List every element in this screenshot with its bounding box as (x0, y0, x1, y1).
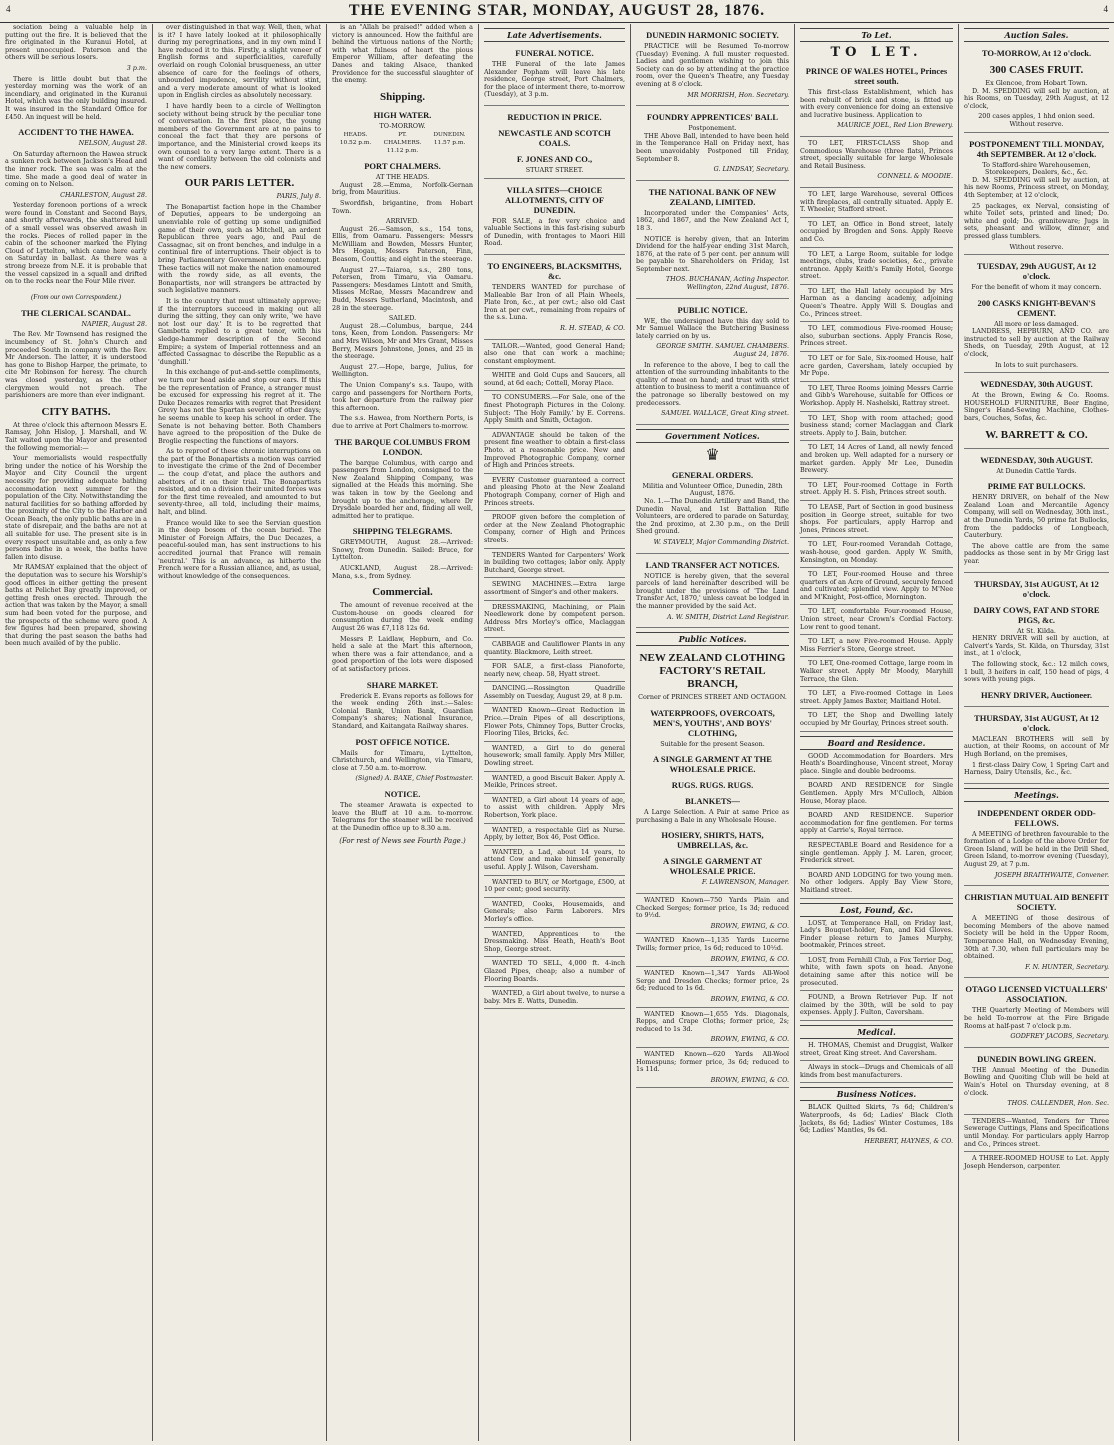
classified-ad: SEWING MACHINES.—Extra large assortment of Singer's and other makers. (484, 581, 625, 600)
tide-heading: PT. CHALMERS. (383, 132, 422, 146)
classified-ad: TO LET, Four-roomed Verandah Cottage, wash-house, good garden. Apply W. Smith, Kensington, on Monday. (800, 541, 953, 568)
section-late-advertisements: Late Advertisements. (484, 28, 625, 42)
ad-heading: FOUNDRY APPRENTICES' BALL (646, 112, 779, 123)
shipping-entry: August 28.—Columbus, barque, 244 tons, Keen, from London. Passengers: Mr and Mrs Wilson, Mr and Mrs Grant, Misses Berry, Messrs Johnstone, Jones, and 25 in the steerage. (332, 321, 473, 361)
section-board-and-residence: Board and Residence. (800, 736, 953, 750)
ad-text: The above cattle are from the same paddocks as those sent in by Mr Grigg last year. (964, 541, 1109, 565)
article-text: The Union Company's s.s. Taupo, with cargo and passengers for Northern Ports, took her departure from the railway pier this afternoon. (332, 380, 473, 412)
ad-heading: VILLA SITES—CHOICE ALLOTMENTS, CITY OF DUNEDIN. (504, 184, 605, 215)
ad-heading: REDUCTION IN PRICE. (507, 111, 602, 122)
subheading: ARRIVED. (386, 217, 419, 226)
ad-heading: 200 CASKS KNIGHT-BEVAN'S CEMENT. (977, 297, 1096, 318)
ad-heading: INDEPENDENT ORDER ODD-FELLOWS. (977, 807, 1096, 828)
classified-ad: WANTED, a Girl about 14 years of age, to assist with children. Apply Mrs Robertson, York place. (484, 797, 625, 824)
classified-ad: FOR SALE, a first-class Pianoforte, nearly new, cheap. 58, Hyatt street. (484, 663, 625, 682)
advertisement (964, 579, 1109, 707)
ad-text: THE Above Ball, intended to have been held in the Temperance Hall on Friday next, has been unavoidably Postponed till Friday, September 8. (636, 131, 789, 163)
ad-text: LANDRESS, HEPBURN, AND CO. are instructed to sell by auction at the Railway Sheds, on Tuesday, 29th August, at 12 o'clock, (964, 327, 1109, 359)
article-text: There is little doubt but that the yesterday morning was the work of an incendiary, and originated in the Kuranui Hotel, which was the only building insured. It was insured in the Standard Office for £450. An inquest will be held. (5, 74, 147, 121)
advertisement (964, 48, 1109, 133)
section-government-notices: Government Notices. (636, 429, 789, 443)
ad-text: Postponement. (688, 124, 737, 133)
classified-ad: TO LET, Three Rooms joining Messrs Carrie and Gibb's Warehouse, suitable for Offices or Workshop. Apply H. Nashelski, Rattray street. (800, 385, 953, 412)
ad-text: Without reserve. (1009, 119, 1064, 128)
signature: CONNELL & MOODIE. (877, 172, 953, 181)
article-text: It is the country that must ultimately approve; if the interruptors succeed in making out all during the sitting, they can only write, 'we have not lost our day.' It is to be regretted that Gambetta replied to a great tenor, with his sledge-hammer description of the Second Empire; a system of Imperial rottenness and an affected Cassagnac to describe the Republic as a 'dunghill.' (158, 297, 321, 366)
classified-ad: TENDERS—Wanted, Tenders for Three Sewerage Cuttings, Plans and Specifications until Monday. For particulars apply Harrop and Co., Princes street. (964, 1118, 1109, 1152)
ad-heading: A SINGLE GARMENT AT WHOLESALE PRICE. (662, 856, 763, 877)
classified-ad: EVERY Customer guaranteed a correct and pleasing Photo at the New Zealand Photograph Company, corner of High and Princes streets. (484, 477, 625, 511)
advertisement (800, 140, 953, 188)
classified-ad: TO LET, the Hall lately occupied by Mrs Harman as a dancing academy, adjoining Queen's Theatre. Apply Will S. Douglas and Co., Princes street. (800, 288, 953, 322)
shipping-entry: Swordfish, brigantine, from Hobart Town. (332, 198, 473, 215)
ad-text: D. M. SPEDDING will sell by auction, at his Rooms, on Tuesday, 29th August, at 12 o'clock, (964, 86, 1109, 110)
classified-ad: TO LET, comfortable Four-roomed House, Union street, near Crown's Cordial Factory. Low rent to good tenant. (800, 608, 953, 635)
signature: BROWN, EWING, & CO. (636, 956, 789, 968)
ad-text: THE Quarterly Meeting of Members will be held To-morrow at the Fire Brigade Rooms at half-past 7 o'clock p.m. (964, 1006, 1109, 1030)
ad-heading: THURSDAY, 31st AUGUST, At 12 o'clock. (974, 578, 1099, 599)
article-text: Yesterday forenoon portions of a wreck were found in Constant and Second Bays, and shortly afterwards, the shattered hull of a small vessel was observed awash in the rocks. Pieces of rolled paper in the cabin of the schooner marked the Flying Cloud of Lyttelton, which came here early on Saturday in ballast. As there was a strong breeze from N.E. it is probable that the vessel capsized in a squall and drifted on to the rocks near the Four Mile river. (5, 201, 147, 286)
masthead (0, 0, 1114, 23)
classified-ad: TO LET, commodious Five-roomed House; also, suburban sections. Apply Francis Rose, Princes street. (800, 325, 953, 352)
dateline: CHARLESTON, August 28. (60, 190, 147, 199)
tide-heading: HEADS. (343, 132, 368, 139)
ad-heading: HENRY DRIVER, Auctioneer. (981, 689, 1092, 700)
ad-heading: DAIRY COWS, FAT AND STORE PIGS, &c. (973, 604, 1100, 625)
ad-text: Ex Glencoe, from Hobart Town. (985, 79, 1088, 87)
section-auction-sales: Auction Sales. (964, 28, 1109, 42)
classified-ad: FOUND, a Brown Retriever Pup. If not claimed by the 30th, will be sold to pay expenses. Apply J. Fulton, Caversham. (800, 994, 953, 1021)
classified-ad: TAILOR.—Wanted, good General Hand; also one that can work a machine; constant employment. (484, 343, 625, 370)
section-medical: Medical. (800, 1025, 953, 1039)
classified-ad: TO LET, the Shop and Dwelling lately occupied by Mr Gourlay, Princes street south. (800, 712, 953, 731)
ad-text: TO LET, FIRST-CLASS Shop and Commodious Warehouse (three flats), Princes street, specially suitable for large Wholesale and Retail Business. (800, 138, 953, 170)
classified-ad: BLACK Quilted Skirts, 7s 6d; Children's Waterproofs, 4s 6d; Ladies' Black Cloth Jackets, 8s 6d; Ladies' Winter Costumes, 18s 6d; Ladies' Mantles, 9s 6d. (800, 1103, 953, 1135)
advertisement (964, 713, 1109, 784)
signature: R. H. STEAD, & CO. (560, 323, 625, 332)
ad-heading: TO-MORROW, At 12 o'clock. (981, 48, 1092, 58)
ad-heading: FUNERAL NOTICE. (515, 48, 594, 58)
article-text: As to reproof of these chronic interruptions on the part of the Bonapartists a motion was carried to investigate the crime of the 2nd of December — the coup d'etat, and place the authors and abettors of it on their trial. The Bonapartists resisted, and on a division their united forces was for the first time revealed, and amounted to but seventy-three, all told, including their maims, halt, and blind. (158, 447, 321, 517)
advertisement-clothing-factory (636, 652, 789, 894)
ad-heading: THURSDAY, 31st AUGUST, At 12 o'clock. (974, 712, 1099, 733)
signature: THOS. CALLENDER, Hon. Sec. (1007, 1099, 1109, 1108)
column-3 (326, 24, 478, 1441)
headline-share-market: SHARE MARKET. (366, 679, 439, 690)
tide-time: 10.52 p.m. (339, 139, 372, 146)
classified-ad: WANTED Known—1,135 Yards Lucerne Twills; former price, 1s 6d; reduced to 10½d. (636, 936, 789, 953)
article-text: The amount of revenue received at the Custom-house on goods cleared for consumption during the week ending August 26 was £7,118 12s 6d. (332, 601, 473, 633)
ad-heading: W. BARRETT & CO. (985, 428, 1088, 441)
ad-text: For the benefit of whom it may concern. (971, 283, 1102, 292)
ad-heading: DUNEDIN BOWLING GREEN. (977, 1053, 1096, 1064)
signature: (Signed) A. BAXE, Chief Postmaster. (355, 774, 473, 783)
page-number-right: 4 (1103, 4, 1108, 14)
ad-heading: 300 CASES FRUIT. (989, 64, 1084, 76)
ad-text: The following stock, &c.: 12 milch cows, 1 bull, 3 heifers in calf, 150 head of pigs, 4 sows with young pigs. (964, 659, 1109, 684)
classified-ad: WANTED, a Lad, about 14 years, to attend Cow and make himself generally useful. Apply J. Wilson, Caversham. (484, 849, 625, 876)
ad-heading: CHRISTIAN MUTUAL AID BENEFIT SOCIETY. (964, 892, 1109, 913)
section-business-notices: Business Notices. (800, 1087, 953, 1101)
article-text: is an "Allah be praised!" added when a victory is announced. How the faithful are behind the virtuous nations of the North; with what fulness of heart the pious Emperor William, after defeating the Danes and taking Alsace, thanked Providence for the successful slaughter of the enemy. (332, 24, 473, 85)
article-text: I have hardly been to a circle of Wellington society without being struck by the peculiar tone of conversation. In the first place, the young members of the Government are at no pains to conceal the fact that they are persons of importance, and the Ministerial crowd keeps its own counsel to a very large extent. There is a want of cordiality between the old colonists and the new comers. (158, 101, 321, 171)
ad-text: WE, the undersigned have this day sold to Mr Samuel Wallace the Butchering Business lately carried on by us. (636, 316, 789, 340)
ad-text: In reference to the above, I beg to call the attention of the surrounding inhabitants to the quality of meat on hand; and trust with strict attention to business to merit a continuance of the patronage so liberally bestowed on my predecessors. (636, 360, 789, 407)
classified-ad: TO LET, Shop with room attached; good business stand; corner Maclaggan and Clark streets. Apply to J. Bain, butcher. (800, 415, 953, 442)
dateline: PARIS, July 8. (276, 192, 321, 201)
article-text: The steamer Arawata is expected to leave the Bluff at 10 a.m. to-morrow. Telegrams for the steamer will be received at the Dunedin office up to 8.30 a.m. (332, 800, 473, 832)
signature: G. LINDSAY, Secretary. (713, 165, 789, 174)
column-6 (794, 24, 958, 1441)
dateline: 3 p.m. (126, 63, 147, 72)
classified-ad: WANTED, a respectable Girl as Nurse. Apply, by letter, Box 46, Post Office. (484, 827, 625, 846)
article-text: sociation being a valuable help in putting out the fire. It is believed that the fire originated in the Kuranui Hotel, at present unoccupied. Paterson and the others will be serious losers. (5, 24, 147, 62)
correspondent-note: (From our own Correspondent.) (30, 292, 122, 301)
advertisement (484, 185, 625, 255)
headline-paris-letter: OUR PARIS LETTER. (184, 177, 295, 190)
classified-ad: WANTED Known—750 Yards Plain and Checked Serges; former price, 1s 3d; reduced to 9½d. (636, 896, 789, 920)
ad-text: A MEETING of brethren favourable to the formation of a Lodge of the above Order for Green Island, will be held in the Drill Shed, Green Island, to-morrow evening (Tuesday), August 29, at 7 p.m. (964, 829, 1109, 869)
ad-text: Incorporated under the Companies' Acts, 1862, and 1867, and the New Zealand Act I, 18 3. (636, 208, 789, 232)
advertisement (964, 984, 1109, 1047)
port-chalmers-heading: PORT CHALMERS. (364, 161, 441, 172)
advertisement (636, 112, 789, 181)
ad-heading: LAND TRANSFER ACT NOTICES. (645, 559, 780, 570)
article-text: Your memorialists would respectfully bring under the notice of his Worship the Mayor and City Council the urgent necessity for providing adequate bathing accommodation next summer for the population of the City. Notwithstanding the natural facilities for so bathing afforded by the proximity of the City to the Harbor and Ocean Beach, the only public baths are in a state of disrepair, and the baths are not at all suitable for use. The present site is in every respect unsuitable and, as only a few persons bathe in a week, the baths have fallen into disuse. (5, 454, 147, 561)
classified-ad: TO LET, an Office in Bond street, lately occupied by Brogden and Sons. Apply Reeve and Co. (800, 221, 953, 248)
classified-ad: TO LET, Four-roomed Cottage in Forth street. Apply H. S. Fish, Princes street south. (800, 482, 953, 501)
signature: A. W. SMITH, District Land Registrar. (667, 612, 789, 621)
tide-time: 11.57 p.m. (433, 139, 466, 146)
column-2 (152, 24, 326, 1441)
ad-heading: RUGS. RUGS. RUGS. (671, 780, 754, 791)
article-text: Mails for Timaru, Lyttelton, Christchurch, and Wellington, via Timaru, close at 7.50 a.m. to-morrow. (332, 748, 473, 772)
signature: HERBERT, HAYNES, & CO. (864, 1136, 953, 1145)
footer-note: (For rest of News see Fourth Page.) (339, 837, 466, 846)
tide-label: TO-MORROW. (379, 121, 426, 130)
page-number-left: 4 (6, 4, 11, 14)
ad-text: THE Annual Meeting of the Dunedin Bowling and Quoiting Club will be held at Wain's Hotel on Thursday evening, at 8 o'clock. (964, 1065, 1109, 1097)
subheading: SAILED. (388, 314, 417, 323)
ad-text: Militia and Volunteer Office, Dunedin, 28th August, 1876. (642, 481, 783, 498)
advertisement (964, 261, 1109, 373)
classified-ad: DRESSMAKING, Machining, or Plain Needlework done by competent person. Address Mrs Morley's office, Maclaggan street. (484, 604, 625, 638)
advertisement (964, 455, 1109, 573)
ad-text: No. 1.—The Dunedin Artillery and Band, the Dunedin Naval, and 1st Battalion Rifle Volunteers, are ordered to parade on Saturday, the 2nd proximo, at 2.30 p.m., on the Drill Shed ground. (636, 496, 789, 536)
classified-ad: TO LET, a Five-roomed Cottage in Lees street. Apply James Baxter, Maitland Hotel. (800, 690, 953, 709)
classified-ad: WANTED, Cooks, Housemaids, and Generals; also Farm Laborers. Mrs Morley's office. (484, 901, 625, 928)
advertisement (636, 305, 789, 425)
column-4 (478, 24, 630, 1441)
signature: BROWN, EWING, & CO. (636, 996, 789, 1008)
newspaper-title: THE EVENING STAR, MONDAY, AUGUST 28, 1876. (348, 2, 766, 19)
section-shipping: Shipping. (380, 90, 425, 103)
shipping-entry: August 27.—Taiaroa, s.s., 280 tons, Petersen, from Timaru, via Oamaru. Passengers: Mesdames Lintott and Smith, Misses McRae, Messrs Macandrew and Budd, Messrs Sutherland, Macintosh, and 28 in the steerage. (332, 265, 473, 312)
classified-ad: WANTED to BUY, or Mortgage, £500, at 10 per cent; good security. (484, 879, 625, 898)
to-let-banner: TO LET. (830, 45, 923, 60)
signature: GODFREY JACOBS, Secretary. (1010, 1032, 1109, 1041)
classified-ad: TO LET, One-roomed Cottage, large room in Walker street. Apply Mr Moody, Maryhill Terrace, the Glen. (800, 660, 953, 687)
classified-ad: TO CONSUMERS.—For Sale, one of the finest Photograph Pictures in the Colony. Subject: 'The Holy Family.' by E. Correns. Apply Smith and Smith, Octagon. (484, 394, 625, 428)
ad-text: At Dunedin Cattle Yards. (996, 466, 1077, 475)
classified-ad: TO LET, a new Five-roomed House. Apply Miss Ferrier's Store, George street. (800, 638, 953, 657)
ad-heading: NEW ZEALAND CLOTHING FACTORY'S RETAIL BRANCH, (639, 652, 786, 691)
ad-heading: TO ENGINEERS, BLACKSMITHS, &c. (487, 260, 622, 281)
headline-city-baths: CITY BATHS. (41, 405, 111, 418)
ad-heading: OTAGO LICENSED VICTUALLERS' ASSOCIATION. (965, 984, 1108, 1005)
advertisement (636, 470, 789, 554)
signature: F. N. HUNTER, Secretary. (1025, 962, 1109, 971)
classified-ad: Always in stock—Drugs and Chemicals of all kinds from best manufacturers. (800, 1064, 953, 1083)
subheading: AT THE HEADS. (375, 173, 430, 182)
ad-heading: POSTPONEMENT TILL MONDAY, 4th SEPTEMBER. At 12 o'clock. (969, 138, 1104, 159)
ad-heading: WATERPROOFS, OVERCOATS, MEN'S, YOUTHS', AND BOYS' CLOTHING, (650, 707, 775, 738)
ad-heading: F. JONES AND CO., (516, 153, 593, 164)
section-to-let: To Let. (800, 28, 953, 42)
advertisement (964, 1054, 1109, 1115)
signature: BROWN, EWING, & CO. (636, 1036, 789, 1048)
classified-ad: LOST, at Temperance Hall, on Friday last, Lady's Bouquet-holder, Fan, and Kid Gloves. Finder please return to James Murphy, bootmaker, Princes street. (800, 920, 953, 954)
column-1 (0, 24, 152, 1441)
article-text: Frederick E. Evans reports as follows for the week ending 26th inst.:—Sales: Colonial Bank, Union Bank, Guardian Company's shares; National Insurance, Standard, and Kaitangata Railway shares. (332, 691, 473, 730)
high-water-heading: HIGH WATER. (373, 109, 432, 120)
classified-ad: ADVANTAGE should be taken of the present fine weather to obtain a first-class Photo. at a reasonable price. New and Improved Photographic Company, corner of High and Princes streets. (484, 432, 625, 474)
ad-text: PRACTICE will be Resumed To-morrow (Tuesday) Evening. A full muster requested. Ladies and gentlemen wishing to join this Society can do so by attending at the practice room, over the Queen's Theatre, any Tuesday evening at 8 o'clock. (636, 42, 789, 88)
classified-ad: WANTED, a good Biscuit Baker. Apply A. Meikle, Princes street. (484, 775, 625, 794)
ad-heading: WEDNESDAY, 30th AUGUST. (980, 379, 1093, 390)
advertisement (964, 892, 1109, 978)
classified-ad: WHITE and Gold Cups and Saucers, all sound, at 6d each; Cottell, Moray Place. (484, 372, 625, 391)
article-text: France would like to see the Servian question in the deep bosom of the ocean buried. The Minister of Foreign Affairs, the Duc Decazes, a peaceful-souled man, has sent instructions to his accredited journal that France will remain 'neutral.' This is an advance, as hitherto the French were for a Russian alliance, and, as usual, without knowledge of the consequences. (158, 518, 321, 580)
headline-post-office: POST OFFICE NOTICE. (355, 736, 450, 747)
ad-text: Suitable for the present Season. (660, 739, 765, 748)
section-lost-found: Lost, Found, &c. (800, 903, 953, 917)
section-public-notices: Public Notices. (636, 632, 789, 646)
classified-ad: TO LEASE, Part of Section in good business position in George street, suitable for two shops. For particulars, apply Harrop and Jones, Princes street. (800, 504, 953, 538)
classified-ad: CABBAGE and Cauliflower Plants in any quantity. Blackmore, Leith street. (484, 641, 625, 660)
ad-text: To Stafford-shire Warehousemen, Storekeepers, Dealers, &c., &c. (982, 160, 1091, 177)
classified-ad: BOARD AND RESIDENCE. Superior accommodation for fine gentlemen. For terms apply at Carrie's, Royal terrace. (800, 812, 953, 839)
ad-heading: GENERAL ORDERS. (671, 469, 754, 480)
tide-table (332, 132, 473, 155)
advertisement (636, 187, 789, 299)
ad-text: In lots to suit purchasers. (994, 360, 1079, 369)
headline-columbus: THE BARQUE COLUMBUS FROM LONDON. (334, 436, 471, 457)
article-text: On Saturday afternoon the Hawea struck a sunken rock between Jackson's Head and the inner rock. The sea was calm at the time. She made a good deal of water in coming on to Nelson. (5, 149, 147, 189)
signature: MAURICE JOEL, Red Lion Brewery. (837, 121, 953, 130)
classified-ad: TENDERS Wanted for Carpenters' Work in building two cottages; labor only. Apply Butchard, George street. (484, 552, 625, 579)
signature: JOSEPH BRAITHWAITE, Convener. (994, 870, 1109, 879)
classified-ad: BOARD AND RESIDENCE for Single Gentlemen. Apply Mrs M'Culloch, Albion House, Moray place. (800, 782, 953, 809)
advertisement (484, 48, 625, 106)
advertisement (636, 560, 789, 629)
article-text: Mr RAMSAY explained that the object of the deputation was to secure his Worship's good offices in either getting the present baths at Pelichet Bay greatly improved, or getting fresh ones erected. Through the action that was taken by the Mayor, a small sum had been voted for the purpose, and the prospects of the scheme were good. A few figures had been prepared, showing that during the past season the baths had been much availed of by the public. (5, 563, 147, 648)
ad-heading: DUNEDIN HARMONIC SOCIETY. (646, 30, 779, 40)
advertisement (800, 66, 953, 137)
signature: F. LAWRENSON, Manager. (701, 878, 789, 887)
classified-ad: WANTED, a Girl to do general housework; small family. Apply Mrs Miller, Dowling street. (484, 745, 625, 772)
article-text: GREYMOUTH, August 28.—Arrived: Snowy, from Dunedin. Sailed: Bruce, for Lyttelton. (332, 538, 473, 562)
ad-text: HENRY DRIVER will sell by auction, at Calvert's Yards, St. Kilda, on Thursday, 31st inst., at 1 o'clock, (964, 634, 1109, 658)
dateline: NELSON, August 28. (78, 139, 147, 148)
ad-heading: TUESDAY, 29th AUGUST, At 12 o'clock. (976, 261, 1097, 282)
advertisement (964, 139, 1109, 256)
classified-ad: A THREE-ROOMED HOUSE to Let. Apply Joseph Henderson, carpenter. (964, 1154, 1109, 1170)
ad-text: All more or less damaged. (994, 319, 1079, 328)
shipping-entry: August 26.—Samson, s.s., 154 tons, Ellis, from Oamaru. Passengers: Messrs McWilliam and Bowden, Messrs Hunter, Mrs Hogan, Messrs Paterson, Finn, Beasom, Couttis; and eight in the steerage. (332, 224, 473, 264)
classified-ad: GOOD Accommodation for Boarders. Mrs Heath's Boardinghouse, Vincent street, Moray place. Single and double bedrooms. (800, 753, 953, 780)
shipping-entry: August 27.—Hope, barge, Julius, for Wellington. (332, 362, 473, 379)
ad-heading: PUBLIC NOTICE. (677, 304, 748, 315)
classified-ad: WANTED TO SELL, 4,000 ft. 4-inch Glazed Pipes, cheap; also a number of Flooring Boards. (484, 960, 625, 987)
ad-heading: HOSIERY, SHIRTS, HATS, UMBRELLAS, &c. (661, 830, 764, 851)
crown-emblem-icon: ♛ (705, 444, 720, 464)
classified-ad: RESPECTABLE Board and Residence for a single gentleman. Apply J. M. Laren, grocer, Frederick street. (800, 842, 953, 869)
signature: MR MORRISH, Hon. Secretary. (687, 90, 789, 99)
ad-text: Corner of PRINCES STREET AND OCTAGON. (638, 693, 787, 702)
signature: GEORGE SMITH. SAMUEL CHAMBERS. August 24, 1876. (656, 342, 789, 359)
advertisement (964, 379, 1109, 448)
ad-heading: A SINGLE GARMENT AT THE WHOLESALE PRICE. (653, 754, 772, 775)
classified-ad: TO LET, a Large Room, suitable for lodge meetings, clubs, trade societies, &c., private entrance. Apply Keith's Family Hotel, George street. (800, 251, 953, 285)
ad-heading: WEDNESDAY, 30th AUGUST. (980, 454, 1093, 465)
classified-ad: TO LET or for Sale, Six-roomed House, half acre garden, Caversham, lately occupied by Mr Pope. (800, 355, 953, 382)
classified-ad: TO LET, 14 Acres of Land, all newly fenced and broken up. Well adapted for a nursery or market garden. Apply Mr Lee, Dunedin Brewery. (800, 444, 953, 478)
ad-text: MACLEAN BROTHERS will sell by auction, at their Rooms, on account of Mr Hugh Borland, on the premises, (964, 734, 1109, 758)
ad-text: NOTICE is hereby given, that the several parcels of land hereinafter described will be brought under the provisions of 'The Land Transfer Act, 1870,' unless caveat be lodged in the manner provided by the said Act. (636, 571, 789, 610)
classified-ad: PROOF given before the completion of order at the New Zealand Photographic Company, corner of High and Princes streets. (484, 514, 625, 548)
signature: THOS. BUCHANAN, Acting Inspector. Wellington, 22nd August, 1876. (665, 275, 789, 292)
ad-text: FOR SALE, a few very choice and valuable Sections in this fast-rising suburb of Dunedin, with frontages to Maori Hill Road. (484, 216, 625, 248)
article-text: The Bonapartist faction hope in the Chamber of Deputies, appears to be undergoing an unenviable role of getting up some undignified game of their own, such as Mitchell, an ardent Republican three years ago, and Paul de Cassagnac, sit on front benches, and indulge in a continual fire of interruptions. Their object is to bring Parliamentary Government into contempt. These tactics will not make the nation enamoured with the rowdy side, as all events, the Bonapartists, nor will strangers be attracted by such legislative manners. (158, 202, 321, 295)
article-text: At three o'clock this afternoon Messrs E. Ramsay, John Hislop, J. Marshall, and W. Tait waited upon the Mayor and presented the following memorial:— (5, 420, 147, 452)
classified-ad: BOARD AND LODGING for two young men. No other lodgers. Apply Bay View Store, Maitland street. (800, 872, 953, 899)
ad-heading: NEWCASTLE AND SCOTCH COALS. (498, 127, 611, 148)
signature: BROWN, EWING, & CO. (636, 1077, 789, 1089)
classified-ad: LOST, from Fernhill Club, a Fox Terrier Dog, white, with fawn spots on head. Anyone detaining same after this notice will be prosecuted. (800, 957, 953, 991)
ad-text: TENDERS WANTED for purchase of Malleable Bar Iron of all Plain Wheels, Plate Iron, &c., at per cwt.; also old Cast Iron at per cwt., remaining from repairs of the s.s. Luna. (484, 282, 625, 322)
headline-telegrams: SHIPPING TELEGRAMS. (352, 526, 453, 537)
ad-heading: BLANKETS— (685, 796, 740, 807)
article-text: The s.s. Hawea, from Northern Ports, is due to arrive at Port Chalmers to-morrow. (332, 414, 473, 430)
ad-text: Without reserve. (1009, 242, 1064, 251)
ad-heading: THE NATIONAL BANK OF NEW ZEALAND, LIMITED. (648, 186, 777, 207)
classified-ad: DANCING.—Rossington Quadrille Assembly on Tuesday, August 29, at 8 p.m. (484, 685, 625, 704)
advertisement (636, 30, 789, 106)
tide-time: 11.12 p.m. (386, 147, 419, 154)
headline-notice: NOTICE. (384, 788, 421, 799)
ad-heading: PRINCE OF WALES HOTEL, Princes street south. (805, 66, 948, 86)
section-meetings: Meetings. (964, 788, 1109, 802)
column-7 (958, 24, 1114, 1441)
headline-hawea: ACCIDENT TO THE HAWEA. (18, 127, 134, 138)
ad-text: D. M. SPEDDING will sell by auction, at his new Rooms, Princess street, on Monday, 4th September, at 12 o'clock, (964, 175, 1109, 199)
classified-ad: TO LET, large Warehouse, several Offices with fireplaces, all centrally situated. Apply E. T. Wheeler, Stafford street. (800, 191, 953, 218)
ad-text: This first-class Establishment, which has been rebuilt of brick and stone, is fitted up with every convenience for doing an extensive and lucrative business. Application to (800, 88, 953, 119)
ad-text: At St. Kilda. (1017, 626, 1056, 635)
tide-heading: DUNEDIN. (433, 132, 466, 139)
ad-text: THE Funeral of the late James Alexander Popham will leave his late residence, George street, Port Chalmers, for the place of interment there, to-morrow (Tuesday), at 3 p.m. (484, 60, 625, 99)
article-text: AUCKLAND, August 28.—Arrived: Mana, s.s., from Sydney. (332, 564, 473, 580)
ad-text: 200 cases apples, 1 hhd onion seed. (978, 112, 1095, 121)
classified-ad: WANTED, Apprentices to the Dressmaking. Miss Heath, Heath's Boot Shop, George street. (484, 931, 625, 958)
headline-clerical-scandal: THE CLERICAL SCANDAL. (21, 307, 131, 318)
ad-text: 25 packages, ex Nerval, consisting of white Toilet sets, printed and lined; Do. white and gold; Do. graniteware; Jugs in sets, pheasant and willow, dinner, and pressed glass tumblers. (964, 201, 1109, 240)
signature: BROWN, EWING, & CO. (636, 923, 789, 935)
ad-text: STUART STREET. (525, 165, 584, 174)
classified-ad: WANTED Known—1,655 Yds. Diagonals, Repps, and Crape Cloths; former price, 2s; reduced to 1s 3d. (636, 1009, 789, 1033)
ad-text: At the Brown, Ewing & Co. Rooms. HOUSEHOLD FURNITURE, Beer Engine, Singer's Hand-Sewing Machine, Clothes-bars, Couches, Sofas, &c. (964, 391, 1109, 423)
signature: W. STAVELY, Major Commanding District. (653, 537, 789, 546)
classified-ad: TO LET, Four-roomed House and three quarters of an Acre of Ground, securely fenced and cultivated; splendid view. Apply to M'Nee and M'Knight, Post-office, Mornington. (800, 571, 953, 605)
classified-ad: WANTED, a Girl about twelve, to nurse a baby. Mrs E. Watts, Dunedin. (484, 990, 625, 1009)
signature: SAMUEL WALLACE, Great King street. (661, 409, 789, 418)
ad-text: 1 first-class Dairy Cow, 1 Spring Cart and Harness, Dairy Utensils, &c., &c. (964, 760, 1109, 777)
ad-text: HENRY DRIVER, on behalf of the New Zealand Loan and Mercantile Agency Company, will sell on Wednesday, 30th inst., at the Dunedin Yards, 50 prime fat Bullocks, from the paddocks of Longbeach, Cauterbury. (964, 493, 1109, 540)
classified-ad: WANTED Known—620 Yards All-Wool Homespuns; former price, 3s 6d; reduced to 1s 11d. (636, 1049, 789, 1074)
article-text: Messrs P. Laidlaw, Hepburn, and Co. held a sale at the Mart this afternoon, when there was a fair attendance, and a good proportion of the lots were disposed of at satisfactory prices. (332, 634, 473, 673)
article-text: In this exchange of put-and-settle compliments, we turn our head aside and stop our ears. If this be the representation of France, a stranger must be excused for expressing his regret at it. The Duke Decazes remarks with regret that President Grevy has not the Spartan severity of other days; he seems unable to keep his school in order. The Senate is not behaving better. Both Chambers have agreed to the proposition of the Duke de Broglie respecting the functions of mayors. (158, 368, 321, 445)
article-text: The Rev. Mr Townsend has resigned the incumbency of St. John's Church and proceeded South in company with the Rev. Mr Anderson. The latter, it is understood has gone to Bishop Harper, the primate, to cite Mr Robinson for heresy. The church was closed yesterday, as the other clergymen would not preach. The parishioners are more than ever indignant. (5, 330, 147, 400)
section-commercial: Commercial. (372, 586, 433, 599)
ad-text: A Large Selection. A Pair at same Price as purchasing a Bale in any Wholesale House. (636, 808, 789, 824)
classified-ad: WANTED Known—Great Reduction in Price.—Drain Pipes of all descriptions, Flower Pots, Chimney Tops, Butter Crocks, Flooring Tiles, Bricks, &c. (484, 707, 625, 741)
advertisement (964, 808, 1109, 887)
classified-ad: H. THOMAS, Chemist and Druggist, Walker street, Great King street. And Caversham. (800, 1042, 953, 1061)
column-5 (630, 24, 794, 1441)
advertisement (484, 261, 625, 340)
ad-heading: PRIME FAT BULLOCKS. (987, 481, 1086, 492)
shipping-entry: August 28.—Emma, Norfolk-Gernan brig, from Mauritius. (332, 180, 473, 197)
ad-text: A MEETING of those desirous of becoming Members of the above named Society will be held in the Upper Room, Temperance Hall, on Wednesday Evening, 30th at 7.30, when full particulars may be obtained. (964, 914, 1109, 961)
dateline: NAPIER, August 28. (81, 319, 147, 328)
ad-text: NOTICE is hereby given, that an Interim Dividend for the half-year ending 31st March, 1876, at the rate of 5 per cent. per annum will be payable to Shareholders on Friday, 1st September next. (636, 234, 789, 273)
advertisement (484, 112, 625, 179)
article-text: over distinguished in that way. Well, then, what is it? I have lately looked at it philosophically during my peregrinations, and in my own mind I have reduced it to this. Firstly, a slight veneer of English forms and superficialities, carefully overlaid on rough Colonial brusqueness, an utter absence of care for the feelings of others, unbounded impudence, servility without stint, and a very moderate amount of what is looked upon in English circles as absolutely necessary. (158, 24, 321, 100)
classified-ad: WANTED Known—1,347 Yards All-Wool Serge and Dresden Checks; former price, 2s 6d; reduced to 1s 6d. (636, 969, 789, 993)
article-text: The barque Columbus, with cargo and passengers from London, consigned to the New Zealand Shipping Company, was signalled at the Heads this morning. She was taken in tow by the Geelong and brought up to the anchorage, where Dr Drysdale boarded her and, finding all well, admitted her to pratique. (332, 458, 473, 520)
